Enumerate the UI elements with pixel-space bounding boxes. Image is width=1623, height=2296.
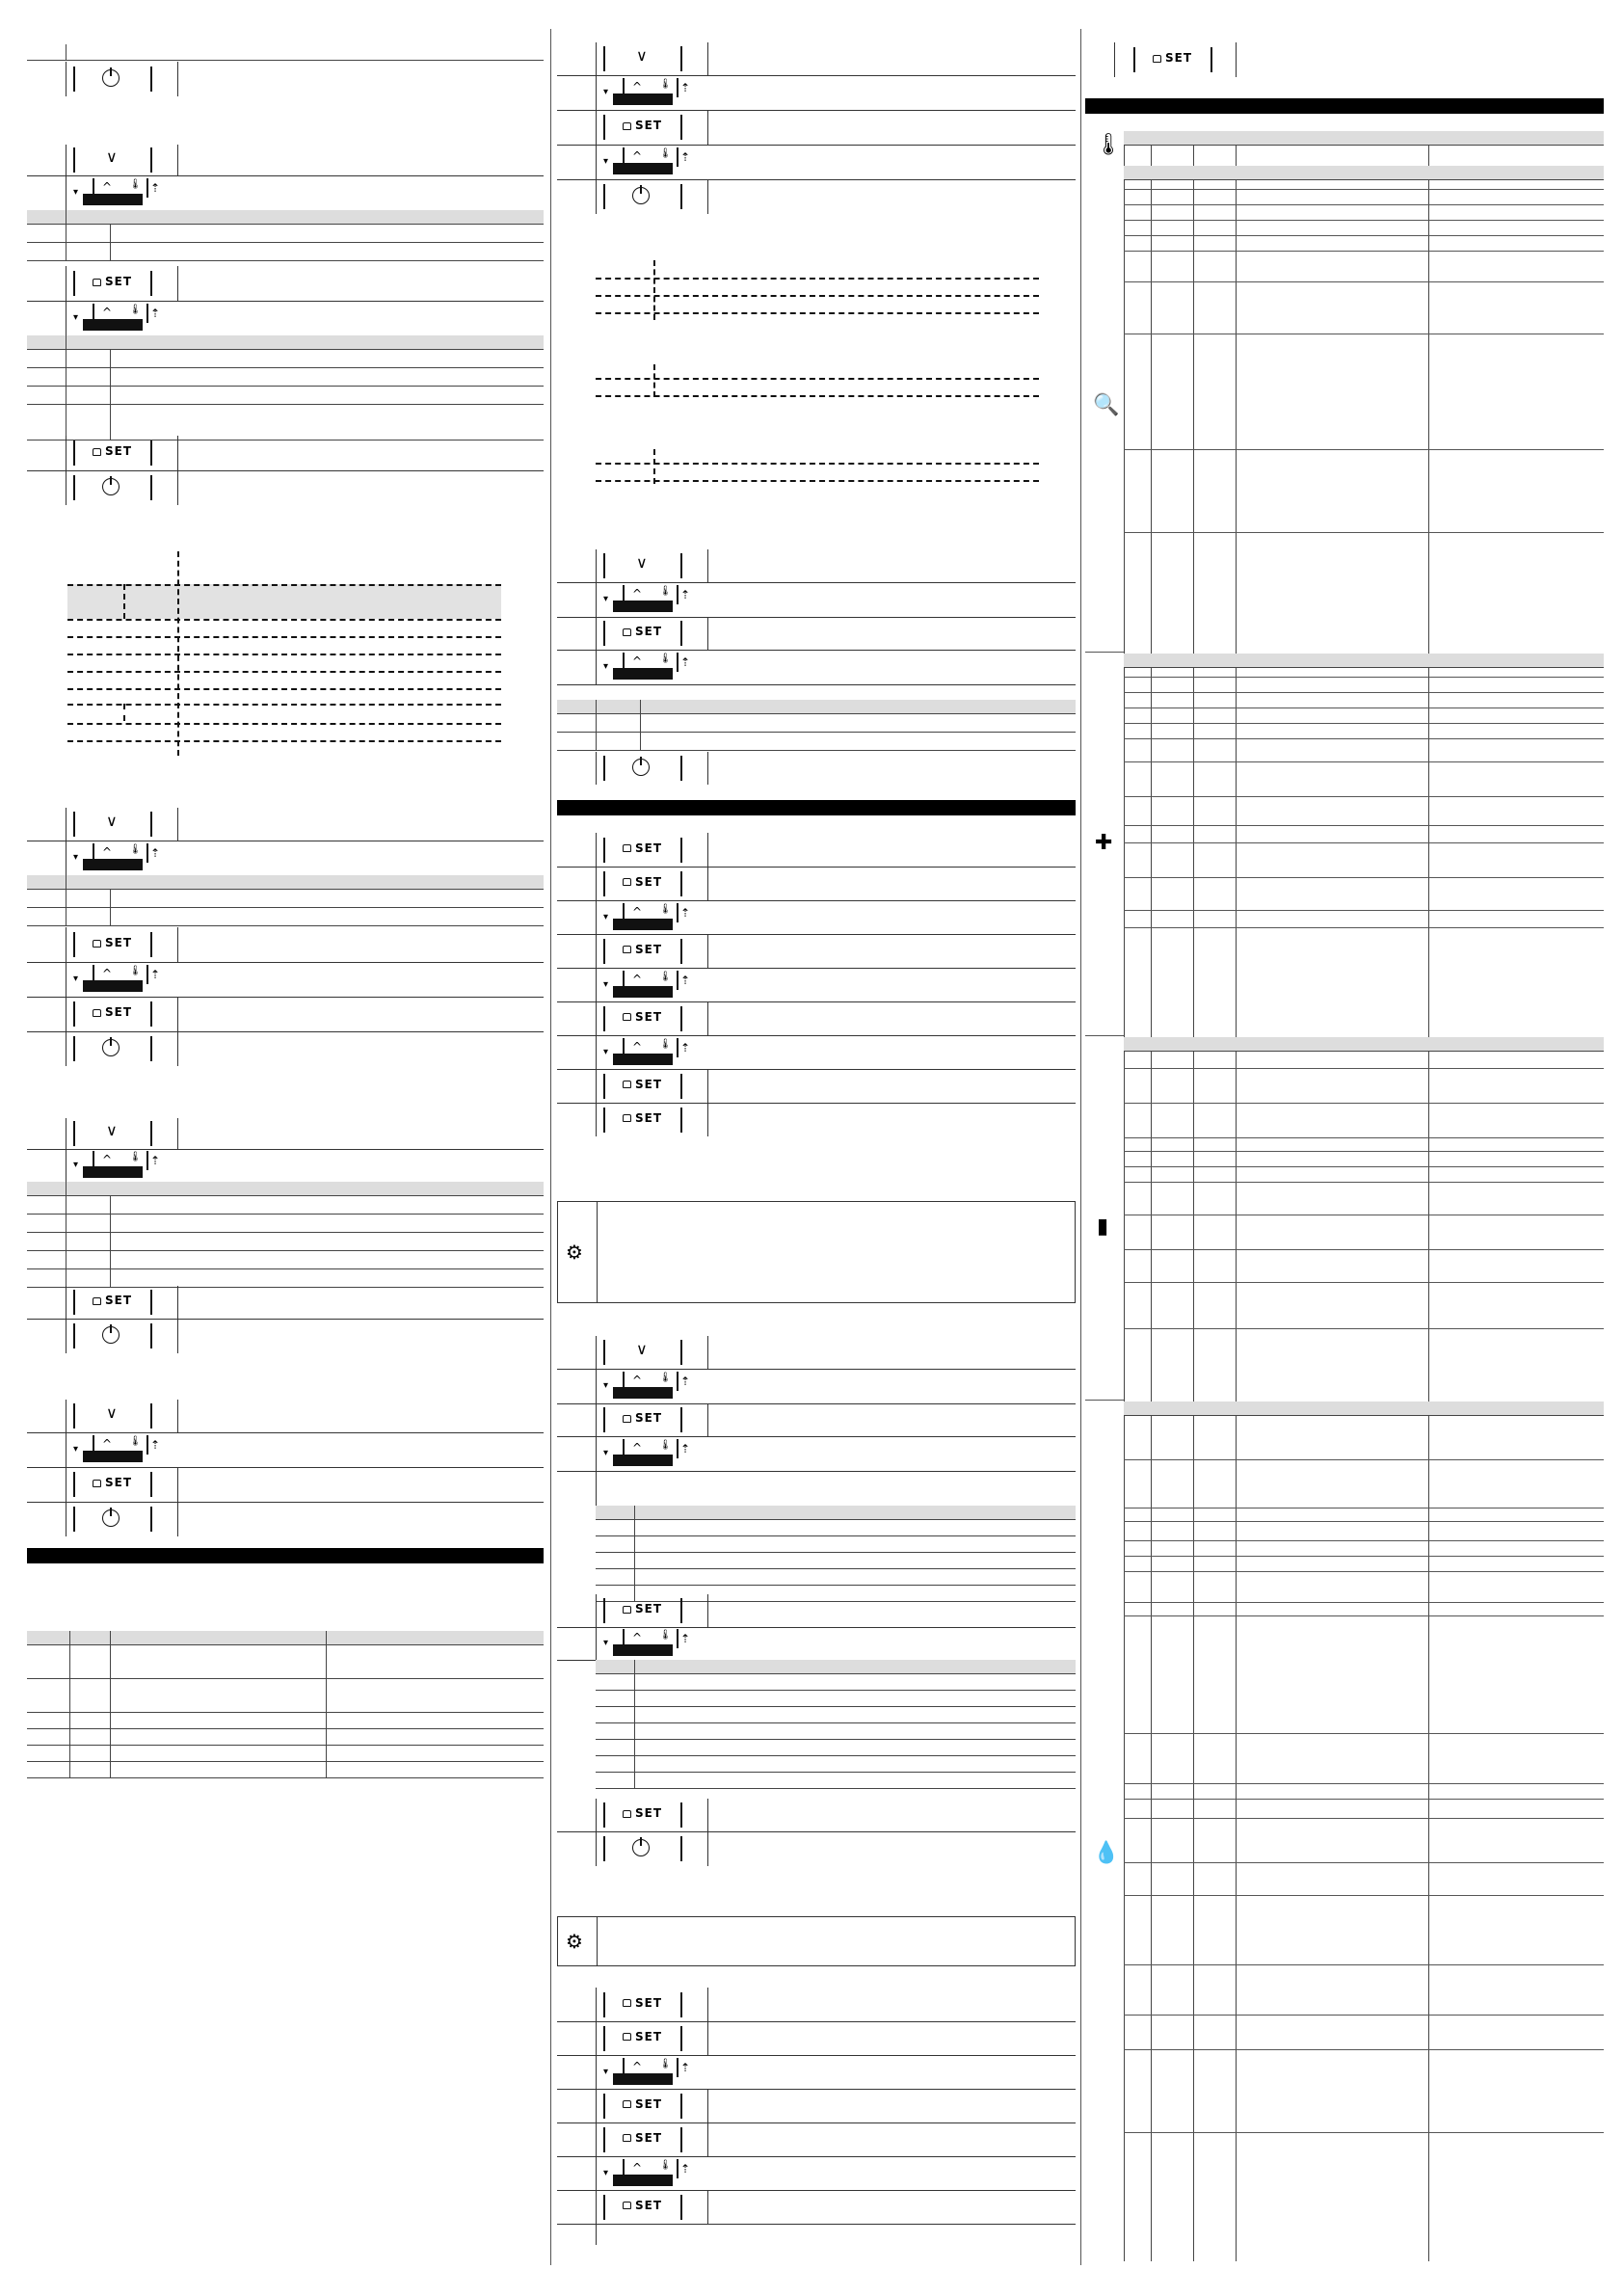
step-row-down (27, 1118, 544, 1150)
up-down-combo-key[interactable]: ▾ ^ 🌡 ⇡ (603, 78, 700, 107)
step-row-combo (27, 1149, 544, 1183)
set-key[interactable]: SET (73, 441, 150, 466)
column-separator (1080, 29, 1081, 2265)
set-key[interactable]: SET (73, 1472, 150, 1497)
set-key[interactable]: SET (603, 1074, 680, 1099)
set-key[interactable]: SET (603, 871, 680, 896)
step-row-power (557, 179, 1076, 214)
step-row-set (1085, 42, 1604, 77)
note-box (557, 1916, 1076, 1966)
set-key[interactable]: SET (603, 2094, 680, 2119)
category-icon-strip (1085, 131, 1124, 2261)
option-table (27, 210, 544, 261)
up-down-combo-key[interactable]: ▾ ^ 🌡 ⇡ (73, 965, 170, 994)
power-key[interactable] (603, 756, 680, 781)
step-row-down (27, 145, 544, 176)
up-down-combo-key[interactable]: ▾ ^ 🌡 ⇡ (603, 971, 700, 1000)
puzzle-icon: ✚ (1095, 831, 1113, 855)
set-key[interactable]: SET (603, 838, 680, 863)
up-down-combo-key[interactable]: ▾ ^ 🌡 ⇡ (603, 2058, 700, 2087)
step-row-set (557, 110, 1076, 146)
step-row-set (27, 1286, 544, 1320)
power-icon (102, 69, 120, 87)
section-header-bar (27, 1548, 544, 1563)
column-separator (550, 29, 551, 2265)
step-row-set (557, 617, 1076, 651)
power-key[interactable] (73, 1323, 150, 1348)
set-key[interactable]: SET (603, 2026, 680, 2051)
parameter-master-table (1085, 131, 1604, 2261)
step-row-power (27, 62, 544, 96)
step-row-power (27, 470, 544, 505)
section-header-bar (1085, 98, 1604, 114)
up-down-combo-key[interactable]: ▾ ^ 🌡 ⇡ (603, 147, 700, 176)
step-row-power (557, 752, 1076, 785)
set-key[interactable]: SET (73, 1001, 150, 1027)
drops-icon: 💧 (1093, 1841, 1120, 1865)
step-row-combo (27, 301, 544, 336)
up-down-combo-key[interactable]: ▾ ^ 🌡 ⇡ (603, 1038, 700, 1067)
set-key[interactable]: SET (603, 1108, 680, 1133)
up-down-combo-key[interactable]: ▾ ^ 🌡 ⇡ (73, 1151, 170, 1180)
step-row-power (27, 1031, 544, 1066)
up-down-combo-key[interactable]: ▾ ^ 🌡 ⇡ (603, 1439, 700, 1468)
set-key[interactable]: SET (603, 2127, 680, 2152)
step-row-set (27, 927, 544, 963)
phone-icon: ▮ (1097, 1215, 1109, 1239)
power-key[interactable] (73, 1036, 150, 1061)
step-row-combo (27, 1432, 544, 1468)
set-key[interactable]: SET (603, 1006, 680, 1031)
up-down-combo-key[interactable]: ▾ ^ 🌡 ⇡ (73, 843, 170, 872)
power-key[interactable] (603, 1836, 680, 1861)
power-key[interactable] (603, 184, 680, 209)
step-row-combo (557, 145, 1076, 180)
step-row-set (557, 1799, 1076, 1832)
step-row-combo (27, 175, 544, 211)
step-row-set (27, 436, 544, 471)
up-down-combo-key[interactable]: ▾ ^ 🌡 ⇡ (603, 585, 700, 614)
set-key[interactable]: SET (603, 621, 680, 646)
step-row-down (27, 808, 544, 841)
option-table (557, 700, 1076, 751)
down-key[interactable] (73, 147, 150, 173)
column-a (27, 0, 544, 2296)
set-key[interactable]: SET (603, 1802, 680, 1828)
section-header-bar (557, 800, 1076, 815)
set-key[interactable]: SET (73, 1290, 150, 1315)
thermometer-icon: 🌡 (1095, 133, 1122, 157)
column-c (1085, 0, 1604, 2296)
step-row-down (27, 1400, 544, 1433)
down-key[interactable]: ∨ (73, 1403, 150, 1428)
thermometer-icon: 🌡 (129, 179, 142, 190)
step-row-combo (27, 962, 544, 998)
option-table (557, 1506, 1076, 1602)
set-key[interactable]: SET (603, 1407, 680, 1432)
power-key[interactable] (73, 67, 150, 92)
chevron-down-icon: ∨ (106, 147, 118, 166)
set-key[interactable]: SET (1133, 47, 1211, 72)
column-b (557, 0, 1076, 2296)
step-row-set (27, 1467, 544, 1503)
gears-icon: ⚙ (566, 1241, 583, 1264)
power-key[interactable] (73, 1507, 150, 1532)
step-row-combo (557, 1627, 1076, 1661)
step-row-combo (27, 841, 544, 876)
up-down-combo-key[interactable]: ▾ ^ 🌡 ⇡ (73, 1435, 170, 1464)
option-table (27, 1182, 544, 1288)
parameter-table (27, 1631, 544, 1778)
step-row-combo (557, 75, 1076, 111)
step-row-down (557, 42, 1076, 76)
up-down-combo-key[interactable]: ▾ ^ 🌡 ⇡ (73, 304, 170, 333)
up-down-combo-key[interactable]: ▾ ^ 🌡 ⇡ (603, 903, 700, 932)
set-key[interactable]: SET (603, 115, 680, 140)
lock-icon (93, 279, 101, 286)
down-key[interactable]: ∨ (603, 46, 680, 71)
set-key[interactable]: SET (73, 271, 150, 296)
step-row-set (27, 997, 544, 1032)
step-row-combo (557, 582, 1076, 618)
option-table (27, 875, 544, 926)
set-key[interactable]: SET (73, 932, 150, 957)
step-row-down (557, 1336, 1076, 1370)
step-row-set (27, 266, 544, 302)
step-row-set (557, 1594, 1076, 1628)
up-down-combo-key[interactable]: ▾ ^ 🌡 ⇡ (603, 1629, 700, 1658)
power-key[interactable] (73, 475, 150, 500)
step-row-power (27, 1319, 544, 1353)
down-key[interactable]: ∨ (73, 1121, 150, 1146)
step-row-set (557, 1403, 1076, 1437)
step-row-down (557, 549, 1076, 583)
step-row-power (27, 1502, 544, 1536)
up-down-combo-key[interactable]: ▾ ^ 🌡 ⇡ (73, 178, 170, 207)
down-key[interactable]: ∨ (603, 553, 680, 578)
set-key[interactable]: SET (603, 2195, 680, 2220)
gears-icon: ⚙ (566, 1930, 583, 1953)
step-row-combo (557, 1369, 1076, 1404)
option-table (27, 335, 544, 441)
table-fragment (27, 44, 544, 61)
down-key[interactable]: ∨ (603, 1340, 680, 1365)
set-key[interactable]: SET (603, 1598, 680, 1623)
set-key[interactable]: SET (603, 939, 680, 964)
down-key[interactable]: ∨ (73, 812, 150, 837)
up-down-combo-key[interactable]: ▾ ^ 🌡 ⇡ (603, 2159, 700, 2188)
up-down-combo-key[interactable]: ▾ ^ 🌡 ⇡ (603, 1372, 700, 1401)
step-row-combo (557, 1436, 1076, 1472)
note-box (557, 1201, 1076, 1303)
option-table (557, 1660, 1076, 1789)
step-row-combo (557, 650, 1076, 685)
up-down-combo-key[interactable]: ▾ ^ 🌡 ⇡ (603, 653, 700, 681)
set-key[interactable]: SET (603, 1992, 680, 2017)
step-row-power (557, 1831, 1076, 1866)
magnifier-icon: 🔍 (1093, 393, 1120, 417)
